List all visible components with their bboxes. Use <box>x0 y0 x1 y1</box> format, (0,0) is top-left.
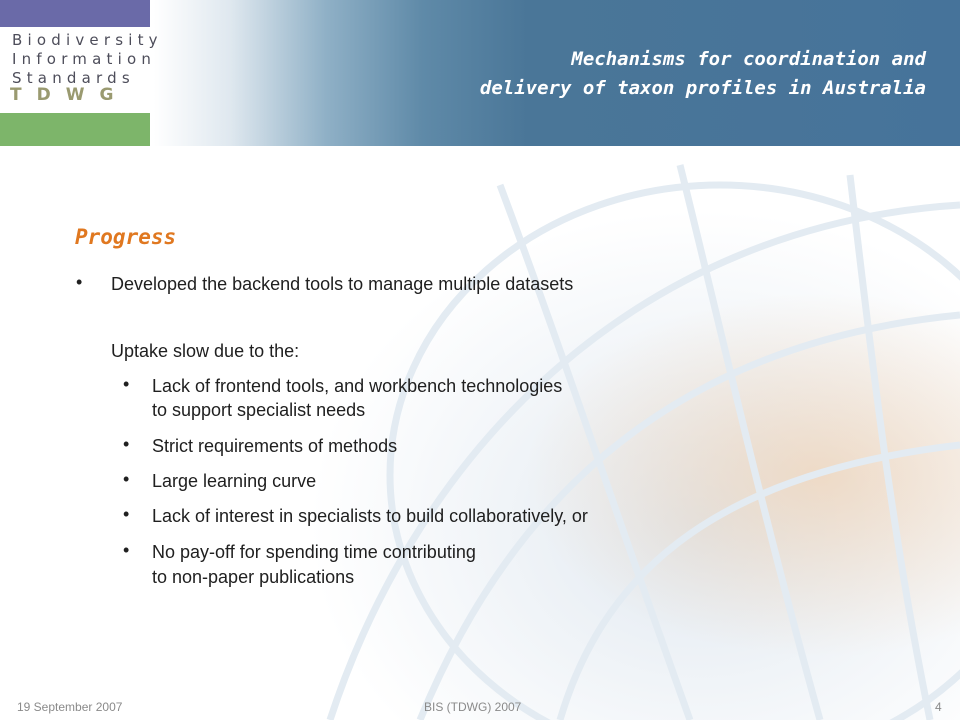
logo-purple-band <box>0 0 150 27</box>
logo-text-line-3: Standards <box>12 69 135 87</box>
slide-title <box>480 45 926 103</box>
bullet-marker: • <box>76 272 83 292</box>
sub-bullet-text: Lack of interest in specialists to build collaboratively, or <box>152 506 588 526</box>
sub-bullet-text: Large learning curve <box>152 471 317 491</box>
sub-bullet-marker: • <box>123 374 130 394</box>
slide-title-line-1: Mechanisms for coordination and <box>571 48 926 70</box>
sub-bullet-marker: • <box>123 434 130 454</box>
slide-title-line-2: delivery of taxon profiles in Australia <box>479 77 926 99</box>
sub-intro-text: Uptake slow due to the: <box>111 341 300 361</box>
logo-text-line-4: TDWG <box>10 85 129 105</box>
footer-center: BIS (TDWG) 2007 <box>424 700 522 714</box>
section-heading: Progress <box>75 225 177 249</box>
sub-bullet-text-continued: to non-paper publications <box>152 567 355 587</box>
sub-bullet-text: Strict requirements of methods <box>152 436 398 456</box>
sub-bullet-text: No pay-off for spending time contributing <box>152 542 476 562</box>
sub-bullet-text: Lack of frontend tools, and workbench technologies <box>152 376 563 396</box>
tdwg-logo <box>0 0 163 146</box>
bullet-text: Developed the backend tools to manage multiple datasets <box>111 274 574 294</box>
sub-bullet-marker: • <box>123 469 130 489</box>
sub-bullet-marker: • <box>123 504 130 524</box>
sub-bullet-text-continued: to support specialist needs <box>152 400 366 420</box>
logo-text-line-1: Biodiversity <box>12 31 163 49</box>
sub-bullet-marker: • <box>123 540 130 560</box>
footer-date: 19 September 2007 <box>17 700 123 714</box>
page-number: 4 <box>935 700 942 714</box>
logo-text-line-2: Information <box>12 50 157 68</box>
slide-header <box>0 0 960 146</box>
logo-green-band <box>0 113 150 146</box>
